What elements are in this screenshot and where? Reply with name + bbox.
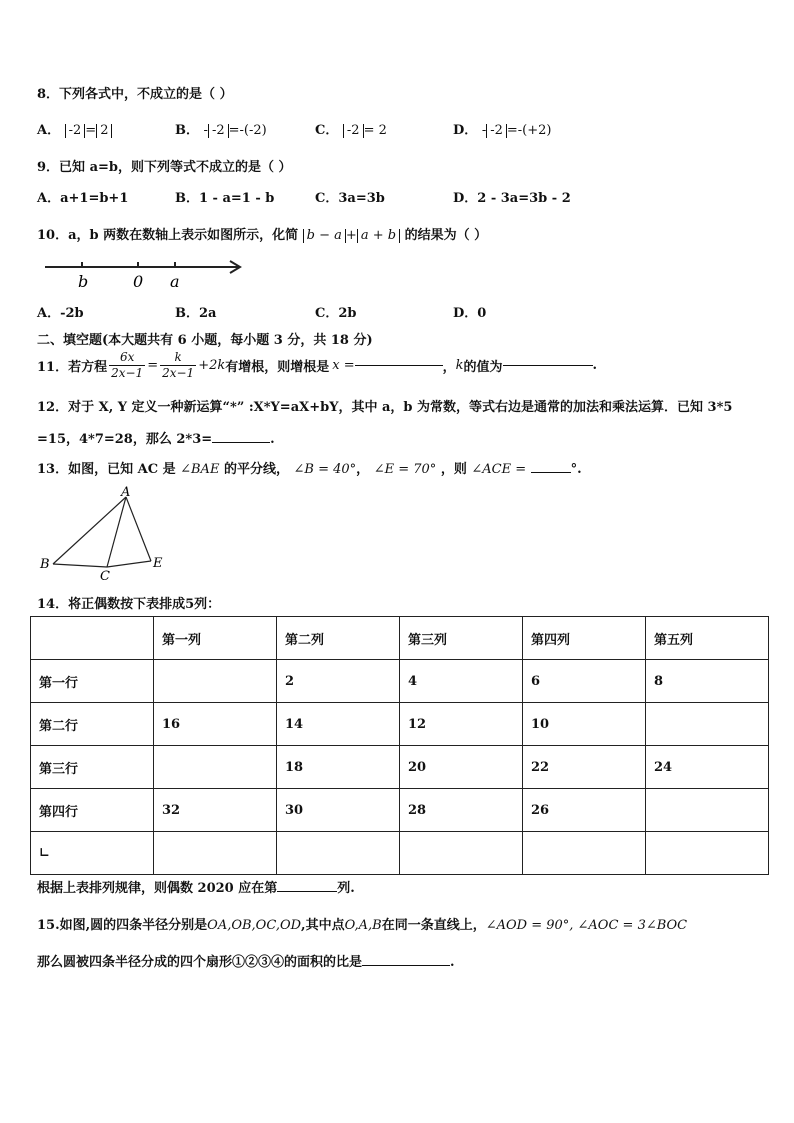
table-row <box>31 832 769 875</box>
table-cell: 28 <box>400 789 523 832</box>
q8-option-b: B． - -2 =-(-2) <box>175 123 267 138</box>
q9-option-a: A．a+1=b+1 <box>37 191 129 206</box>
segment-ce <box>107 561 151 567</box>
q9-option-c: C．3a=3b <box>315 191 385 206</box>
table-cell <box>646 789 769 832</box>
table-cell: 第四列 <box>523 617 646 660</box>
q13-blank[interactable] <box>531 472 571 473</box>
fraction-2: $\frac{k}{2x-1}$ <box>162 350 195 380</box>
label-zero: 0 <box>133 272 144 291</box>
table-cell: 2 <box>277 660 400 703</box>
even-number-table <box>30 616 769 875</box>
q14-question: 根据上表排列规律，则偶数 2020 应在第 列. <box>37 881 355 896</box>
q14-stem: 14．将正偶数按下表排成5列： <box>37 597 221 612</box>
q8-option-a: A． -2 = 2 <box>37 119 112 138</box>
table-cell: 14 <box>277 703 400 746</box>
q11-blank-k[interactable] <box>503 365 593 366</box>
q9-option-d: D．2 - 3a=3b - 2 <box>453 191 571 206</box>
table-cell: 第三列 <box>400 617 523 660</box>
q10-option-d: D．0 <box>453 306 487 321</box>
table-cell: 16 <box>154 703 277 746</box>
table-cell <box>154 746 277 789</box>
q14-blank[interactable] <box>277 891 337 892</box>
q12-blank[interactable] <box>212 442 270 443</box>
table-cell: 6 <box>523 660 646 703</box>
table-cell: 第三行 <box>31 746 154 789</box>
table-cell: 12 <box>400 703 523 746</box>
table-cell <box>523 832 646 875</box>
table-cell: 第一行 <box>31 660 154 703</box>
q11-blank-root[interactable] <box>355 365 443 366</box>
table-cell: 18 <box>277 746 400 789</box>
q10-option-a: A．-2b <box>37 306 84 321</box>
table-cell: 第二行 <box>31 703 154 746</box>
table-cell <box>646 703 769 746</box>
table-cell: 20 <box>400 746 523 789</box>
q8-stem: 8．下列各式中，不成立的是（ ） <box>37 87 233 102</box>
q11-stem: 11．若方程 $\frac{6x}{2x-1}$ = $\frac{k}{2x-1}$ +2k 有增根，则增根是 x = ， k 的值为 . <box>37 350 598 380</box>
q8-option-d: D． - -2 =-(+2) <box>453 123 552 138</box>
number-line-figure <box>40 254 250 294</box>
table-cell <box>31 617 154 660</box>
q12-line2: =15，4*7=28，那么 2*3= . <box>37 432 275 447</box>
table-cell <box>154 832 277 875</box>
q9-stem: 9．已知 a=b，则下列等式不成立的是（ ） <box>37 160 292 175</box>
table-cell: 第四行 <box>31 789 154 832</box>
q10-option-c: C．2b <box>315 306 357 321</box>
section-heading: 二、填空题(本大题共有 6 小题，每小题 3 分，共 18 分) <box>37 333 373 348</box>
table-cell: 8 <box>646 660 769 703</box>
vertex-label-a: A <box>121 485 131 500</box>
q15-line1: 15.如图,圆的四条半径分别是OA,OB,OC,OD,其中点O,A,B在同一条直线上，∠AOD = 90°, ∠AOC = 3∠BOC <box>37 918 688 933</box>
fraction-1: $\frac{6x}{2x-1}$ <box>111 350 144 380</box>
table-cell <box>646 832 769 875</box>
segment-ae <box>126 497 151 561</box>
q15-line2: 那么圆被四条半径分成的四个扇形①②③④的面积的比是 . <box>37 955 455 970</box>
table-cell: 第一列 <box>154 617 277 660</box>
table-cell: 10 <box>523 703 646 746</box>
q10-stem: 10．a，b 两数在数轴上表示如图所示，化简 b − a + a + b 的结果为（ ） <box>37 228 488 243</box>
q13-stem: 13．如图，已知 AC 是 ∠BAE 的平分线， ∠B = 40°， ∠E = 70° ，则 ∠ACE = °. <box>37 462 582 477</box>
table-cell: 30 <box>277 789 400 832</box>
label-b: b <box>78 272 89 291</box>
label-a: a <box>170 272 180 291</box>
triangle-figure <box>36 484 176 584</box>
table-cell: 4 <box>400 660 523 703</box>
table-row <box>31 746 769 789</box>
q15-blank[interactable] <box>362 965 450 966</box>
table-cell: 22 <box>523 746 646 789</box>
table-cell: ∟ <box>31 832 154 875</box>
segment-bc <box>53 564 107 567</box>
vertex-label-e: E <box>153 556 163 571</box>
table-cell <box>277 832 400 875</box>
q8-option-c: C． -2 = 2 <box>315 123 387 138</box>
segment-ac <box>107 497 126 567</box>
table-header-row <box>31 617 769 660</box>
q10-option-b: B．2a <box>175 306 217 321</box>
table-row <box>31 660 769 703</box>
table-cell: 32 <box>154 789 277 832</box>
table-cell <box>154 660 277 703</box>
q9-option-b: B．1 - a=1 - b <box>175 191 275 206</box>
vertex-label-c: C <box>100 569 110 584</box>
table-row <box>31 703 769 746</box>
table-cell: 26 <box>523 789 646 832</box>
table-cell: 第二列 <box>277 617 400 660</box>
table-cell <box>400 832 523 875</box>
vertex-label-b: B <box>40 557 50 572</box>
table-row <box>31 789 769 832</box>
table-cell: 第五列 <box>646 617 769 660</box>
q12-line1: 12．对于 X, Y 定义一种新运算“*” :X*Y=aX+bY，其中 a，b 为常数，等式右边是通常的加法和乘法运算．已知 3*5 <box>37 400 733 415</box>
segment-ab <box>53 497 126 564</box>
table-cell: 24 <box>646 746 769 789</box>
